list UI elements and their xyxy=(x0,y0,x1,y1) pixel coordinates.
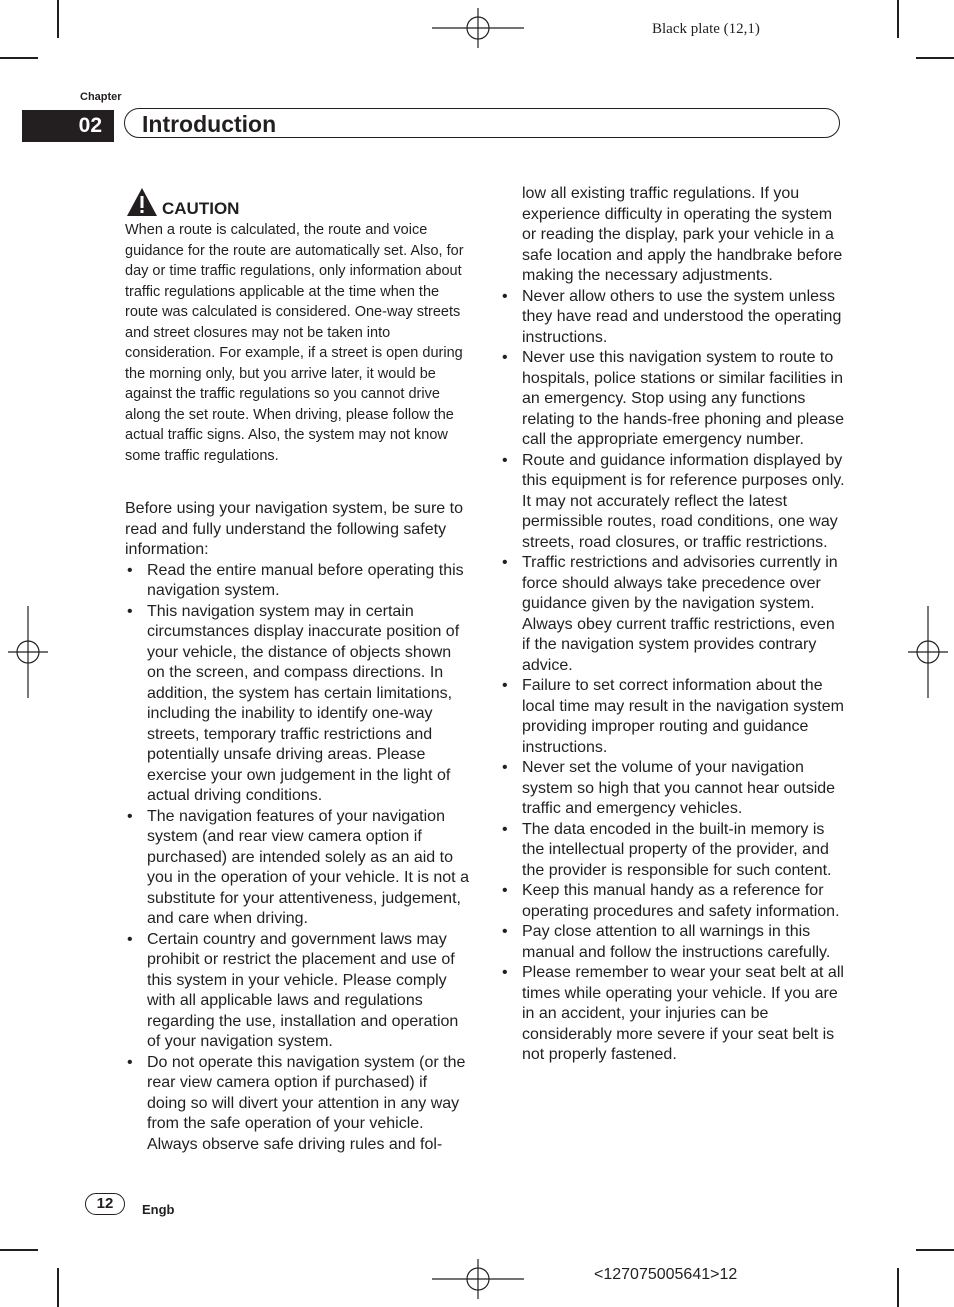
list-item: • Traffic restrictions and advisories currently in force should always take precedence over guidance given by the navigation system. Always obey current traffic restrictions, even if the navigation system provides contrary advice. xyxy=(500,553,845,676)
safety-list-left xyxy=(125,561,470,1156)
registration-target-icon xyxy=(908,606,948,698)
page-number: 12 xyxy=(85,1193,125,1215)
continued-text: low all existing traffic regulations. If you experience difficulty in operating the system or reading the display, park your vehicle in a safe location and apply the handbrake before making the necessary adjustments. xyxy=(522,185,843,284)
list-item: • Failure to set correct information about the local time may result in the navigation system providing improper routing and guidance instructions. xyxy=(500,676,845,758)
document-code: <127075005641>12 xyxy=(594,1266,738,1283)
list-item: • Route and guidance information displayed by this equipment is for reference purposes only. It may not accurately reflect the latest permissible routes, road conditions, one way streets, road closures, or traffic restrictions. xyxy=(500,451,845,554)
chapter-title: Introduction xyxy=(142,111,277,137)
list-item: • The navigation features of your navigation system (and rear view camera option if purchased) are intended solely as an aid to you in the operation of your vehicle. It is not a substitute for your attentiveness, judgement, and care when driving. xyxy=(125,807,470,930)
registration-target-icon xyxy=(8,606,48,698)
list-item: • The data encoded in the built-in memory is the intellectual property of the provider, and the provider is responsible for such content. xyxy=(500,820,845,882)
list-item: • Certain country and government laws may prohibit or restrict the placement and use of this system in your vehicle. Please comply with all applicable laws and regulations regarding the use, installation and operation of your navigation system. xyxy=(125,930,470,1053)
safety-list-right xyxy=(500,287,845,1066)
plate-label: Black plate (12,1) xyxy=(652,21,760,37)
list-item: • Pay close attention to all warnings in this manual and follow the instructions carefully. xyxy=(500,922,845,963)
left-column xyxy=(125,499,470,1155)
list-item: • Read the entire manual before operating this navigation system. xyxy=(125,561,470,602)
list-item: • Keep this manual handy as a reference for operating procedures and safety information. xyxy=(500,881,845,922)
list-item: • Never use this navigation system to route to hospitals, police stations or similar facilities in an emergency. Stop using any functions relating to the hands-free phoning and please call the appropriate emergency number. xyxy=(500,348,845,451)
list-item: • Do not operate this navigation system (or the rear view camera option if purchased) if doing so will divert your attention in any way from the safe operation of your vehicle. Always observe safe driving rules and fol- xyxy=(125,1053,470,1156)
intro-paragraph: Before using your navigation system, be sure to read and fully understand the following safety information: xyxy=(125,500,463,558)
list-item: • Please remember to wear your seat belt at all times while operating your vehicle. If you are in an accident, your injuries can be considerably more severe if your seat belt is not properly fastened. xyxy=(500,963,845,1066)
caution-text: When a route is calculated, the route and voice guidance for the route are automatically set. Also, for day or time traffic regulations, only information about traffic regulations applicable at the time when the route was calculated is considered. One-way streets and street closures may not be taken into consideration. For example, if a street is open during the morning only, but you arrive later, it would be against the traffic regulations so you cannot drive along the set route. When driving, please follow the actual traffic signs. Also, the system may not know some traffic regulations. xyxy=(125,222,464,464)
warning-triangle-icon xyxy=(126,187,158,217)
registration-target-icon xyxy=(432,8,524,48)
list-item: • Never set the volume of your navigation system so high that you cannot hear outside traffic and emergency vehicles. xyxy=(500,758,845,820)
list-item: • Never allow others to use the system unless they have read and understood the operating instructions. xyxy=(500,287,845,349)
chapter-number: 02 xyxy=(22,110,114,142)
registration-target-icon xyxy=(432,1259,524,1299)
right-column xyxy=(500,184,845,1066)
chapter-label: Chapter xyxy=(80,91,122,103)
list-item: • This navigation system may in certain circumstances display inaccurate position of your vehicle, the distance of objects shown on the screen, and compass directions. In addition, the system has certain limitations, including the inability to identify one-way streets, temporary traffic restrictions and potentially unsafe driving areas. Please exercise your own judgement in the light of actual driving conditions. xyxy=(125,602,470,807)
language-code: Engb xyxy=(142,1202,175,1217)
caution-heading: CAUTION xyxy=(162,199,240,218)
